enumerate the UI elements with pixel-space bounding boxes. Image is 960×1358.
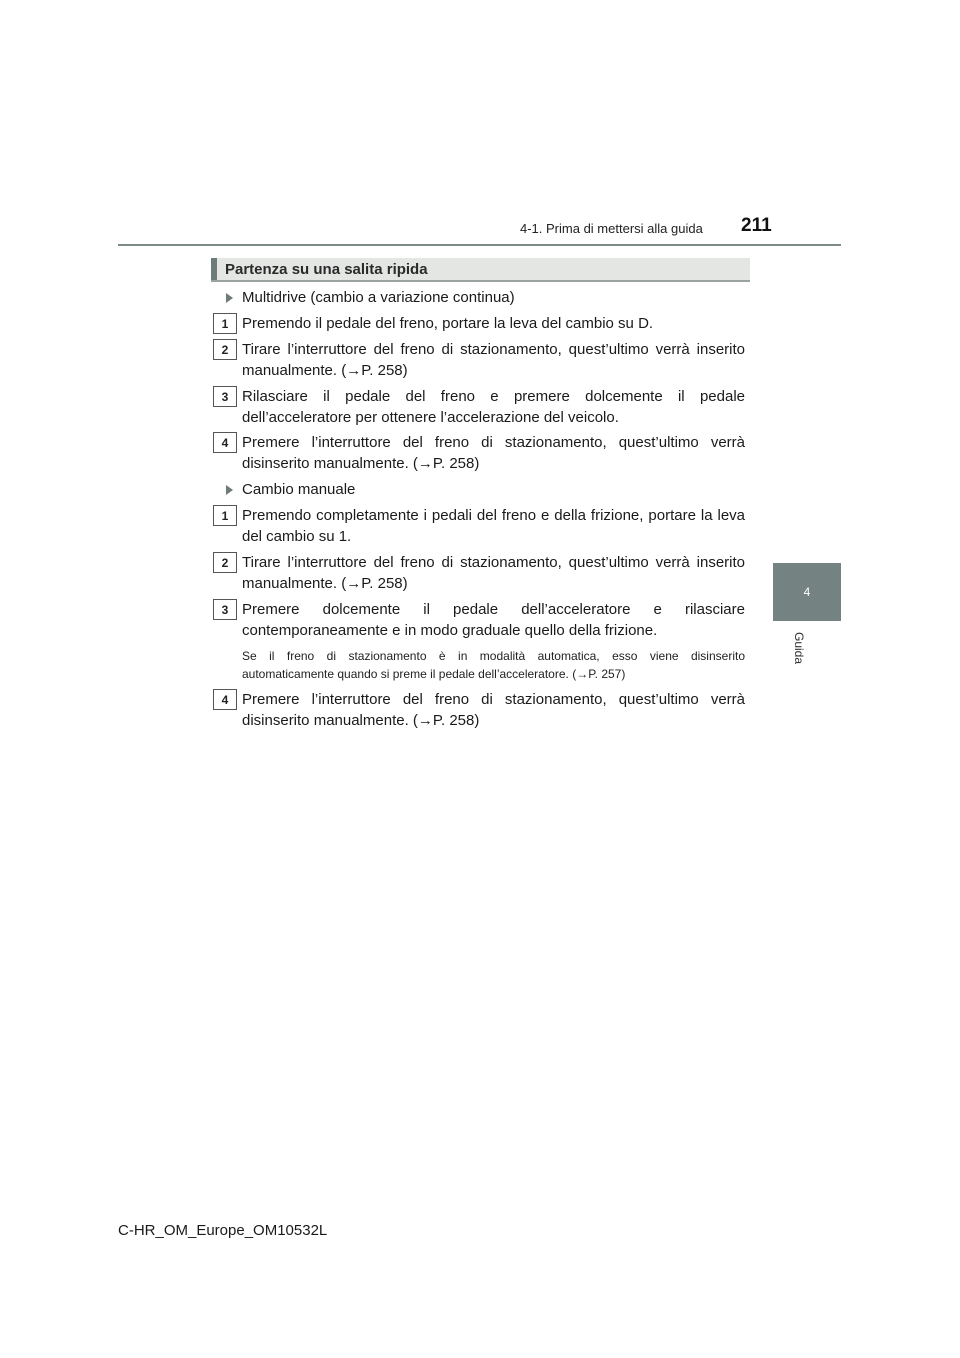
step-text: manualmente. (→P. 258) — [242, 362, 408, 379]
step-text: Premere dolcemente il pedale dell’acceleratore e rilasciare — [242, 601, 745, 618]
bullet-triangle-icon — [226, 293, 233, 303]
step-text: Premendo il pedale del freno, portare la leva del cambio su D. — [242, 315, 654, 332]
header-section-title: 4-1. Prima di mettersi alla guida — [520, 221, 703, 236]
step-number-badge: 2 — [213, 339, 237, 360]
step-number-badge: 2 — [213, 552, 237, 573]
step-text: disinserito manualmente. (→P. 258) — [242, 455, 480, 472]
step-text: Tirare l’interruttore del freno di stazionamento, quest’ultimo verrà inserito — [242, 341, 745, 358]
step-number-badge: 4 — [213, 432, 237, 453]
step-text: dell’acceleratore per ottenere l’accelerazione del veicolo. — [242, 409, 619, 426]
chapter-label: Guida — [792, 632, 806, 665]
subsection-title-manual: Cambio manuale — [242, 481, 356, 498]
step-text: disinserito manualmente. (→P. 258) — [242, 712, 480, 729]
bullet-triangle-icon — [226, 485, 233, 495]
section-heading-text: Partenza su una salita ripida — [225, 261, 428, 278]
step-text: Premendo completamente i pedali del freno e della frizione, portare la leva — [242, 507, 745, 524]
step-note: automaticamente quando si preme il pedale dell’acceleratore. (→P. 257) — [242, 667, 626, 681]
step-text: Premere l’interruttore del freno di stazionamento, quest’ultimo verrà — [242, 691, 745, 708]
step-text: Tirare l’interruttore del freno di stazionamento, quest’ultimo verrà inserito — [242, 554, 745, 571]
section-heading — [211, 258, 750, 282]
chapter-tab — [773, 563, 841, 621]
chapter-number: 4 — [803, 585, 811, 599]
step-text: Rilasciare il pedale del freno e premere dolcemente il pedale — [242, 388, 745, 405]
step-number-badge: 3 — [213, 599, 237, 620]
header-rule — [118, 244, 841, 246]
step-number-badge: 1 — [213, 505, 237, 526]
step-text: del cambio su 1. — [242, 528, 352, 545]
step-number-badge: 1 — [213, 313, 237, 334]
page-number: 211 — [741, 215, 772, 236]
step-text: manualmente. (→P. 258) — [242, 575, 408, 592]
step-text: Premere l’interruttore del freno di stazionamento, quest’ultimo verrà — [242, 434, 745, 451]
step-text: contemporaneamente e in modo graduale quello della frizione. — [242, 622, 658, 639]
subsection-title-multidrive: Multidrive (cambio a variazione continua) — [242, 289, 515, 306]
footer-doc-id: C-HR_OM_Europe_OM10532L — [118, 1222, 328, 1239]
step-number-badge: 4 — [213, 689, 237, 710]
step-note: Se il freno di stazionamento è in modalità automatica, esso viene disinserito — [242, 649, 745, 663]
step-number-badge: 3 — [213, 386, 237, 407]
